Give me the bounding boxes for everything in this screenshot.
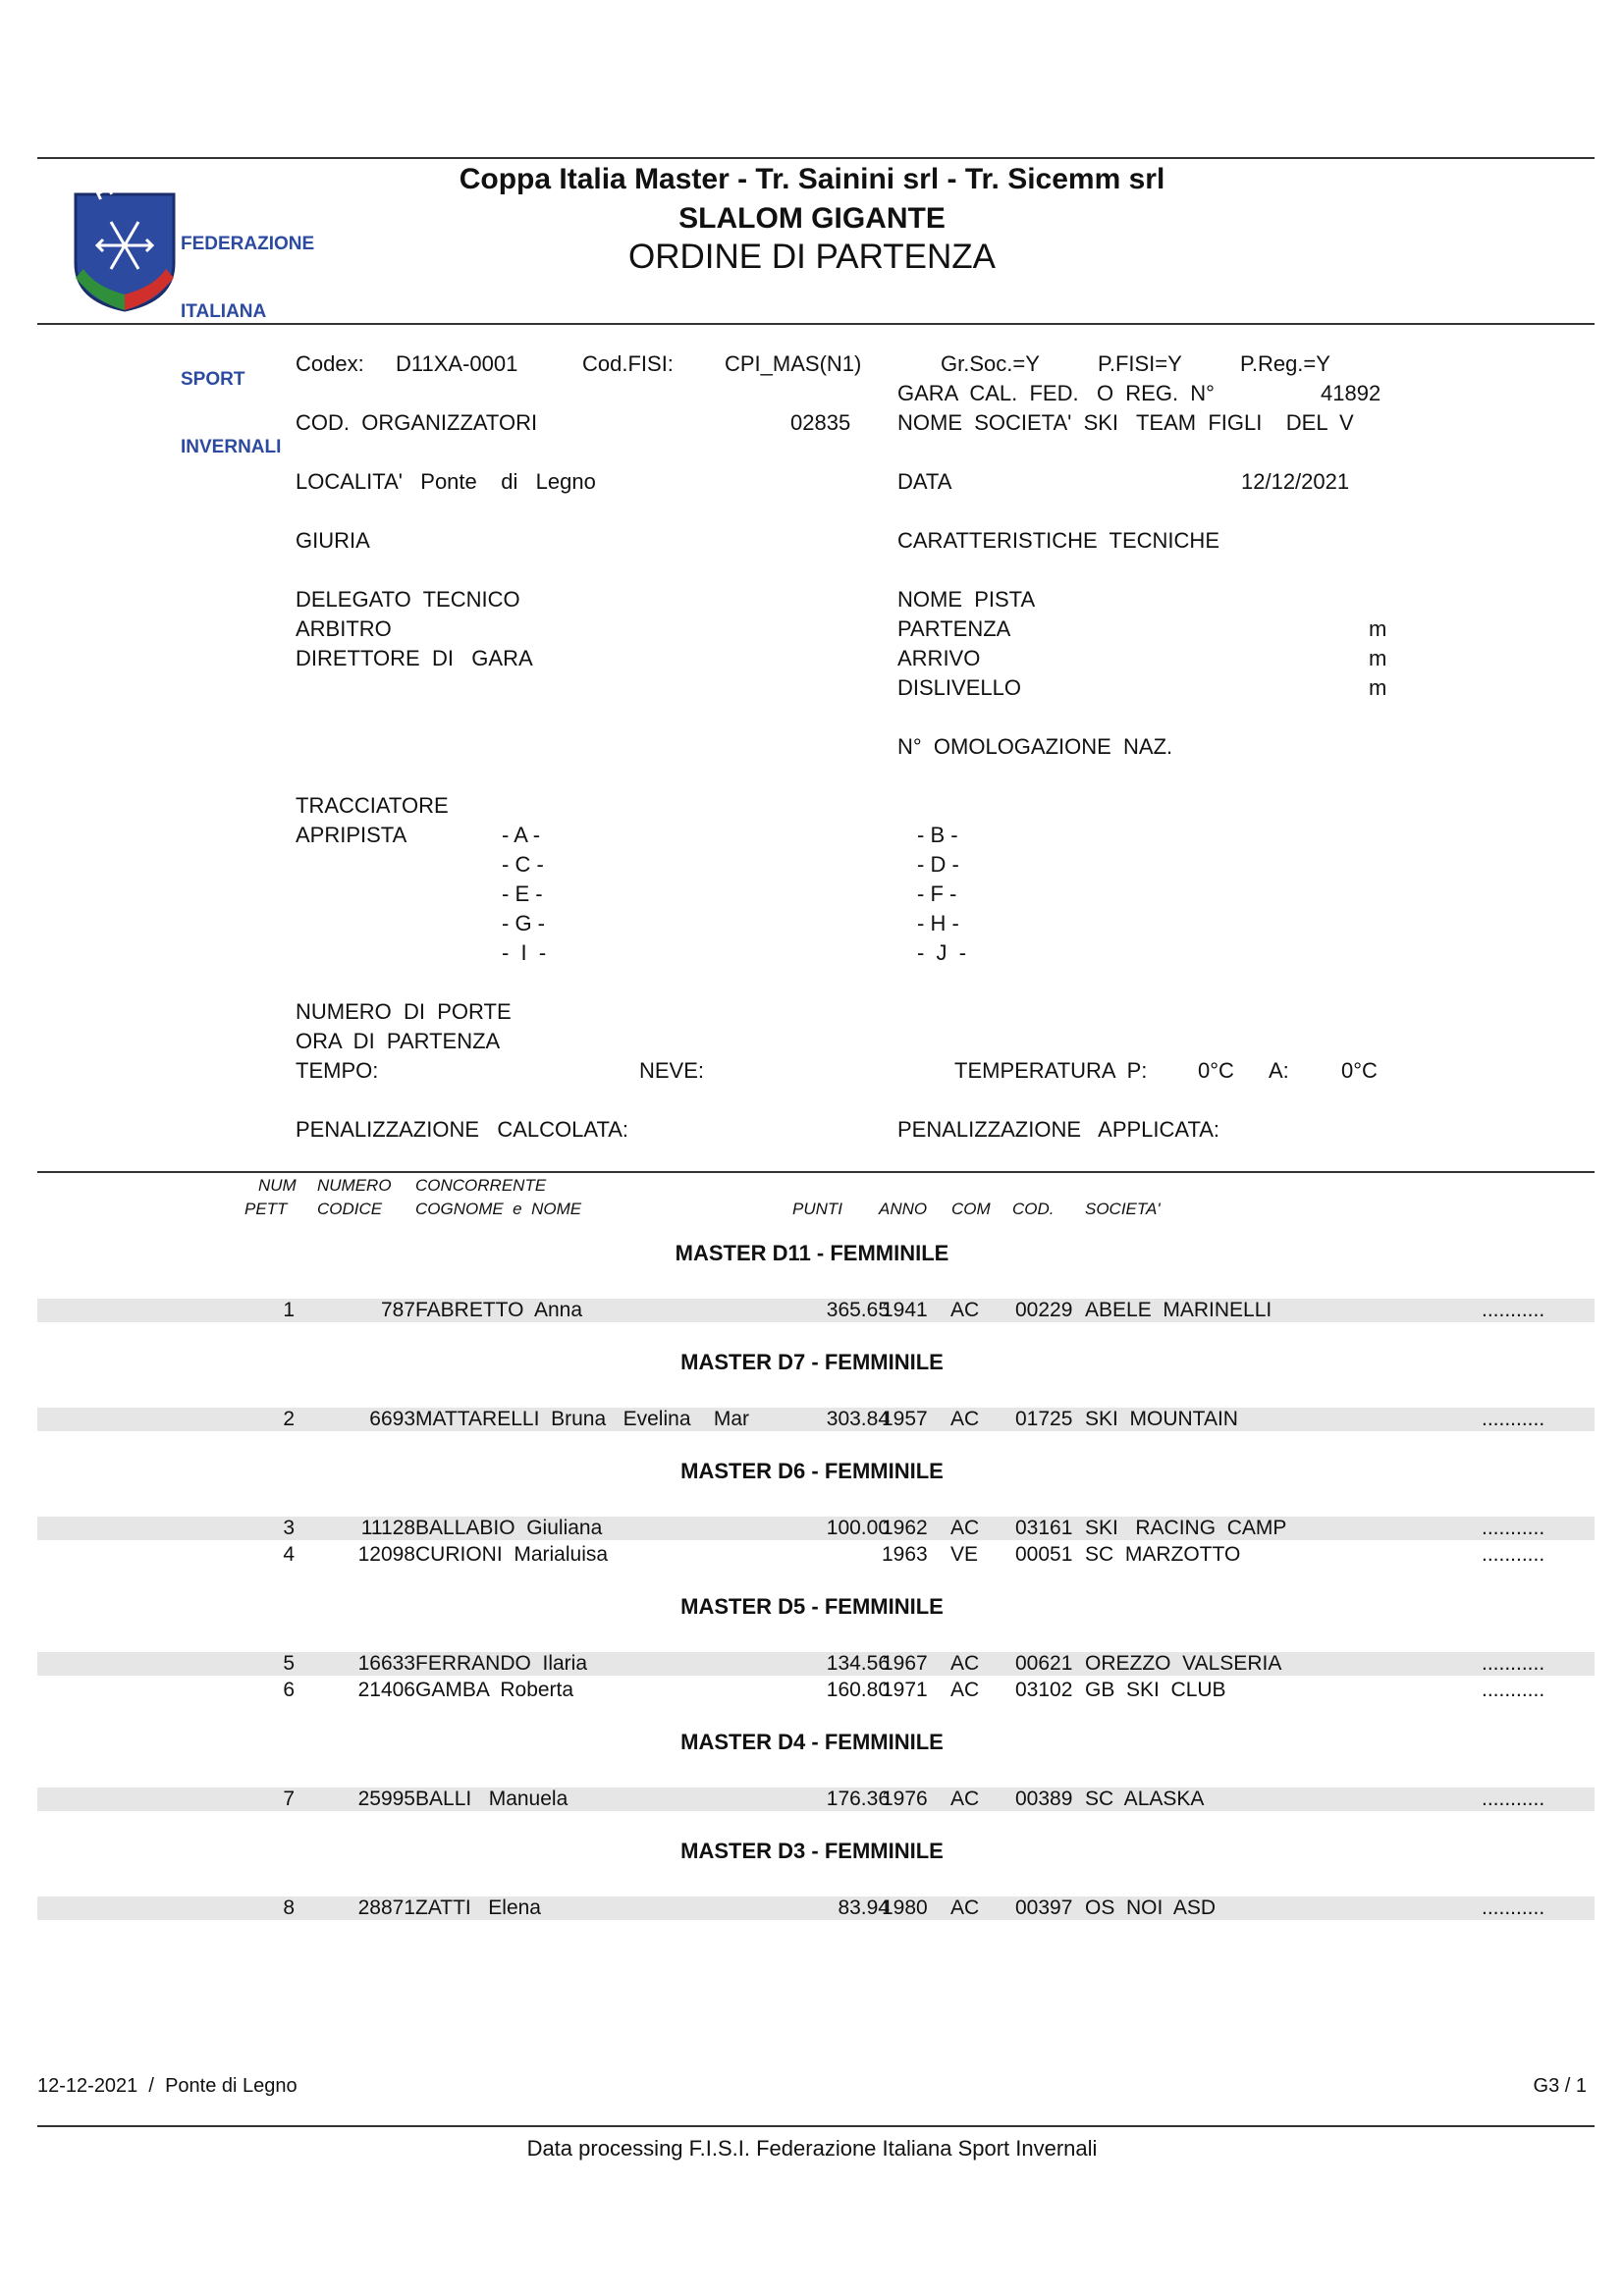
- col-header-concorrente: CONCORRENTE: [415, 1176, 547, 1195]
- partenza: PARTENZA: [897, 616, 1011, 641]
- footer-page: G3 / 1: [1533, 2075, 1587, 2097]
- cell-nome: CURIONI Marialuisa: [415, 1543, 609, 1566]
- penalizzazione-calcolata: PENALIZZAZIONE CALCOLATA:: [296, 1117, 629, 1142]
- delegato-tecnico: DELEGATO TECNICO: [296, 587, 520, 612]
- apripista-slot: - J -: [917, 940, 967, 965]
- table-row: [37, 1788, 1595, 1811]
- temperatura-a-label: A:: [1269, 1058, 1289, 1083]
- apripista: APRIPISTA: [296, 823, 407, 847]
- dislivello: DISLIVELLO: [897, 675, 1021, 700]
- cell-societa: SC MARZOTTO: [1085, 1543, 1241, 1566]
- col-header-cod: COD.: [1012, 1200, 1055, 1218]
- table-row: [37, 1679, 1595, 1702]
- cell-codice: 787: [380, 1299, 415, 1321]
- col-header-societa: SOCIETA': [1085, 1200, 1161, 1218]
- codfisi-label: Cod.FISI:: [582, 351, 674, 376]
- cell-punti: 83.94: [838, 1896, 890, 1919]
- cell-codice: 28871: [357, 1896, 415, 1919]
- cell-codice: 11128: [360, 1517, 415, 1539]
- tempo: TEMPO:: [296, 1058, 379, 1083]
- cell-anno: 1957: [882, 1408, 928, 1430]
- table-row: [37, 1652, 1595, 1676]
- logo-line: SPORT: [181, 369, 245, 390]
- gara-cal-label: GARA CAL. FED. O REG. N°: [897, 381, 1215, 405]
- apripista-slot: - C -: [502, 852, 544, 877]
- logo-line: INVERNALI: [181, 437, 282, 457]
- data-value: 12/12/2021: [1241, 469, 1350, 494]
- cell-punti: 176.36: [826, 1788, 890, 1810]
- cell-pett: 7: [283, 1788, 295, 1810]
- cell-codice: 16633: [357, 1652, 415, 1675]
- cell-anno: 1941: [882, 1299, 928, 1321]
- footer-date-place: 12-12-2021 / Ponte di Legno: [37, 2075, 298, 2097]
- arbitro: ARBITRO: [296, 616, 392, 641]
- giuria: GIURIA: [296, 528, 370, 553]
- cell-nome: FABRETTO Anna: [415, 1299, 583, 1321]
- cell-nome: BALLI Manuela: [415, 1788, 568, 1810]
- cell-nome: FERRANDO Ilaria: [415, 1652, 588, 1675]
- apripista-slot: - I -: [502, 940, 547, 965]
- grsoc-flag: Gr.Soc.=Y: [941, 351, 1040, 376]
- table-rule: [37, 1171, 1595, 1173]
- cell-anno: 1963: [882, 1543, 928, 1566]
- apripista-slot: - G -: [502, 911, 545, 935]
- cell-com: AC: [950, 1517, 980, 1539]
- table-row: [37, 1517, 1595, 1540]
- table-row: [37, 1299, 1595, 1322]
- apripista-slot: - A -: [502, 823, 541, 847]
- cell-societa: SKI RACING CAMP: [1085, 1517, 1287, 1539]
- cell-cod: 00229: [1015, 1299, 1073, 1321]
- cell-com: AC: [950, 1408, 980, 1430]
- cell-dots: ...........: [1482, 1299, 1545, 1321]
- cell-punti: 303.84: [826, 1408, 890, 1430]
- direttore-gara: DIRETTORE DI GARA: [296, 646, 533, 670]
- category-title: MASTER D6 - FEMMINILE: [680, 1459, 944, 1483]
- col-header-numero: NUMERO: [317, 1176, 392, 1195]
- codfisi-value: CPI_MAS(N1): [725, 351, 862, 376]
- cell-punti: 365.65: [826, 1299, 890, 1321]
- cell-societa: GB SKI CLUB: [1085, 1679, 1226, 1701]
- localita: LOCALITA' Ponte di Legno: [296, 469, 596, 494]
- cell-cod: 03161: [1015, 1517, 1073, 1539]
- cell-cod: 03102: [1015, 1679, 1073, 1701]
- col-header-com: COM: [951, 1200, 991, 1218]
- footer-rule: [37, 2125, 1595, 2127]
- category-title: MASTER D11 - FEMMINILE: [675, 1241, 949, 1265]
- cell-cod: 00389: [1015, 1788, 1073, 1810]
- cell-pett: 2: [283, 1408, 295, 1430]
- cell-cod: 00621: [1015, 1652, 1073, 1675]
- cell-dots: ...........: [1482, 1788, 1545, 1810]
- cell-nome: MATTARELLI Bruna Evelina Mar: [415, 1408, 749, 1430]
- logo-line: ITALIANA: [181, 301, 267, 322]
- cell-pett: 8: [283, 1896, 295, 1919]
- nome-societa: NOME SOCIETA' SKI TEAM FIGLI DEL V: [897, 410, 1354, 435]
- neve: NEVE:: [639, 1058, 705, 1083]
- penalizzazione-applicata: PENALIZZAZIONE APPLICATA:: [897, 1117, 1220, 1142]
- cell-pett: 1: [283, 1299, 295, 1321]
- category-title: MASTER D4 - FEMMINILE: [680, 1730, 944, 1754]
- cell-nome: BALLABIO Giuliana: [415, 1517, 603, 1539]
- cell-dots: ...........: [1482, 1517, 1545, 1539]
- table-row: [37, 1896, 1595, 1920]
- col-header-cognome-nome: COGNOME e NOME: [415, 1200, 582, 1218]
- cell-punti: 100.00: [826, 1517, 890, 1539]
- unit-m: m: [1369, 646, 1387, 670]
- cell-com: AC: [950, 1788, 980, 1810]
- cell-codice: 21406: [357, 1679, 415, 1701]
- unit-m: m: [1369, 675, 1387, 700]
- cell-codice: 25995: [357, 1788, 415, 1810]
- caratteristiche: CARATTERISTICHE TECNICHE: [897, 528, 1219, 553]
- header-rule: [37, 323, 1595, 325]
- codex-value: D11XA-0001: [396, 351, 518, 376]
- cell-societa: SC ALASKA: [1085, 1788, 1205, 1810]
- cell-com: AC: [950, 1299, 980, 1321]
- cell-cod: 00397: [1015, 1896, 1073, 1919]
- col-header-anno: ANNO: [879, 1200, 928, 1218]
- cell-punti: 160.80: [826, 1679, 890, 1701]
- discipline-title: SLALOM GIGANTE: [678, 202, 946, 235]
- omologazione: N° OMOLOGAZIONE NAZ.: [897, 734, 1173, 759]
- cell-anno: 1962: [882, 1517, 928, 1539]
- cell-dots: ...........: [1482, 1408, 1545, 1430]
- event-title: Coppa Italia Master - Tr. Sainini srl - Tr. Sicemm srl: [459, 163, 1165, 195]
- cell-societa: OS NOI ASD: [1085, 1896, 1217, 1919]
- category-title: MASTER D7 - FEMMINILE: [680, 1350, 944, 1374]
- apripista-slot: - E -: [502, 881, 543, 906]
- col-header-codice: CODICE: [317, 1200, 383, 1218]
- cell-anno: 1967: [882, 1652, 928, 1675]
- apripista-slot: - F -: [917, 881, 957, 906]
- table-row: [37, 1408, 1595, 1431]
- apripista-slot: - D -: [917, 852, 959, 877]
- preg-flag: P.Reg.=Y: [1240, 351, 1330, 376]
- table-row: [37, 1543, 1595, 1567]
- cell-anno: 1980: [882, 1896, 928, 1919]
- document-subtitle: ORDINE DI PARTENZA: [627, 238, 997, 276]
- cell-anno: 1971: [882, 1679, 928, 1701]
- cell-nome: ZATTI Elena: [415, 1896, 541, 1919]
- logo-line: FEDERAZIONE: [181, 234, 315, 254]
- category-title: MASTER D3 - FEMMINILE: [680, 1839, 944, 1863]
- pfisi-flag: P.FISI=Y: [1098, 351, 1182, 376]
- cell-societa: ABELE MARINELLI: [1085, 1299, 1272, 1321]
- cell-pett: 5: [283, 1652, 295, 1675]
- cell-pett: 4: [283, 1543, 295, 1566]
- cell-com: AC: [950, 1896, 980, 1919]
- cod-org-label: COD. ORGANIZZATORI: [296, 410, 538, 435]
- ora-partenza: ORA DI PARTENZA: [296, 1029, 501, 1053]
- apripista-slot: - H -: [917, 911, 959, 935]
- cell-societa: OREZZO VALSERIA: [1085, 1652, 1282, 1675]
- cell-cod: 01725: [1015, 1408, 1073, 1430]
- cod-org-value: 02835: [790, 410, 851, 435]
- cell-nome: GAMBA Roberta: [415, 1679, 574, 1701]
- cell-dots: ...........: [1482, 1679, 1545, 1701]
- data-label: DATA: [897, 469, 952, 494]
- nome-pista: NOME PISTA: [897, 587, 1036, 612]
- cell-codice: 6693: [369, 1408, 415, 1430]
- footer-data-processing: Data processing F.I.S.I. Federazione Italiana Sport Invernali: [526, 2136, 1098, 2161]
- apripista-slot: - B -: [917, 823, 958, 847]
- col-header-num: NUM: [258, 1176, 297, 1195]
- cell-anno: 1976: [882, 1788, 928, 1810]
- temperatura-a: 0°C: [1341, 1058, 1378, 1083]
- logo-badge: FISI: [90, 170, 134, 205]
- category-title: MASTER D5 - FEMMINILE: [680, 1594, 944, 1619]
- tracciatore: TRACCIATORE: [296, 793, 449, 818]
- temperatura-p: 0°C: [1198, 1058, 1234, 1083]
- unit-m: m: [1369, 616, 1387, 641]
- codex-label: Codex:: [296, 351, 364, 376]
- temperatura-label: TEMPERATURA P:: [954, 1058, 1148, 1083]
- cell-punti: 134.56: [826, 1652, 890, 1675]
- col-header-punti: PUNTI: [792, 1200, 842, 1218]
- gara-cal-value: 41892: [1321, 381, 1381, 405]
- cell-dots: ...........: [1482, 1543, 1545, 1566]
- top-rule: [37, 157, 1595, 159]
- cell-cod: 00051: [1015, 1543, 1073, 1566]
- cell-societa: SKI MOUNTAIN: [1085, 1408, 1238, 1430]
- numero-porte: NUMERO DI PORTE: [296, 999, 512, 1024]
- cell-com: VE: [950, 1543, 979, 1566]
- col-header-pett: PETT: [244, 1200, 288, 1218]
- cell-codice: 12098: [357, 1543, 415, 1566]
- cell-pett: 6: [283, 1679, 295, 1701]
- cell-com: AC: [950, 1679, 980, 1701]
- cell-dots: ...........: [1482, 1652, 1545, 1675]
- cell-pett: 3: [283, 1517, 295, 1539]
- cell-com: AC: [950, 1652, 980, 1675]
- cell-dots: ...........: [1482, 1896, 1545, 1919]
- arrivo: ARRIVO: [897, 646, 981, 670]
